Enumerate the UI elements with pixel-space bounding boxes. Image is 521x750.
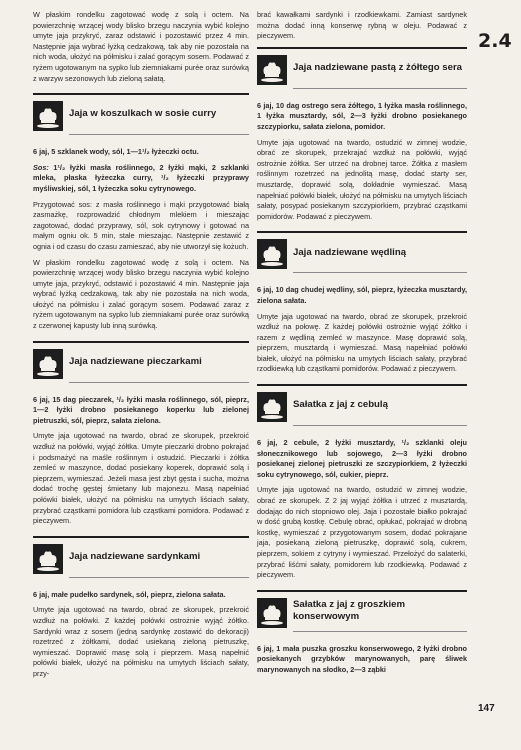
page-number: 147 <box>478 703 495 714</box>
ingredients: 6 jaj, 1 mała puszka groszku konserwowego, 2 łyżki drobno posiekanych grzybków marynowanych, parę śliwek marynowanych na słodko, 2—3 ząbki <box>257 643 467 674</box>
instructions: Umyte jaja ugotować na twardo, obrać ze skorupek, przekroić wzdłuż na połowę. Z każdej połówki ostrożnie wyjąć żółtko i razem z wędliną zemleć w maszynce. Masę doprawić solą, pieprzem, musztardą i wymieszać. Masą napełniać połówki białek, ułożyć na półmisku na umytych liściach sałaty, przybrać rzodkiewką lub cząstkami pomidorów. Podawać z pieczywem. <box>257 311 467 374</box>
ingredients: 6 jaj, 10 dag ostrego sera żółtego, 1 łyżka masła roślinnego, 1 łyżka musztardy, sól, 2—3 łyżki drobno posiekanego szczypiorku, sałata zielona, pomidor. <box>257 100 467 131</box>
ingredients: 6 jaj, 10 dag chudej wędliny, sól, pieprz, łyżeczka musztardy, zielona sałata. <box>257 285 467 305</box>
chef-hat-icon <box>257 239 287 269</box>
recipe-title: Sałatka z jaj z cebulą <box>293 399 388 411</box>
recipe-header-cheese <box>257 47 467 93</box>
continued-paragraph: brać kawałkami sardynki i rzodkiewkami. Zamiast sardynek można dodać inną konserwę rybną w oleju. Podawać z pieczywem. <box>257 10 467 41</box>
ingredients: 6 jaj, małe pudełko sardynek, sól, pieprz, zielona sałata. <box>33 589 226 599</box>
chef-hat-icon <box>257 55 287 85</box>
recipe-header-cold-cuts <box>257 231 467 277</box>
recipe-title: Jaja nadziewane pastą z żółtego sera <box>293 62 463 74</box>
intro-paragraph: W płaskim rondelku zagotować wodę z solą i octem. Na powierzchnię wrzącej wody blisko brzegu naczynia wybić kolejno umyte jaja przykryć, zaraz odstawić i pozostawić przez 4 min. Następnie jaja wybrać łyżką cedzakową, tak aby nie pozostała na nich woda, ułożyć na półmisku i zalać gorącym sosem. Podawać z ryżem ugotowanym na sypko lub ziemniakami purée oraz surówką z warzyw sezonowych lub zieloną sałatą. <box>33 10 249 83</box>
ingredients: 6 jaj, 5 szklanek wody, sól, 1—1¹/₂ łyżeczki octu. <box>33 147 199 157</box>
chef-hat-icon <box>33 101 63 131</box>
instructions: Umyte jaja ugotować na twardo, ostudzić w zimnej wodzie, obrać ze skorupek. Z 2 jaj wyjąć żółtka i utrzeć z musztardą, dodając do nich stopniowo olej. Jaja i pozostałe białko pokrajać w dość grubą kostkę. Cebulę obrać, opłukać, pokrajać w drobną kostkę, wymieszać z przygotowanym sosem, dodać pokrajane jaja, posiekaną zieloną pietruszkę, doprawić solą, cukrem, pieprzem, sokiem z cytryny i wymieszać. Przełożyć do salaterki, przybrać liśćmi sałaty, pomidorem lub rzodkiewką. Podawać z pieczywem. <box>257 485 467 580</box>
instructions: Umyte jaja ugotować na twardo, obrać ze skorupek, przekroić wzdłuż na połówki, wyjąć żółtka. Umyte pieczarki drobno pokrajać i podsmażyć na maśle roślinnym i ostudzić. Pieczarki i żółtka zemleć w maszynce, dodać posiekany koperek, doprawić solą i pieprzem, wymieszać. Jeżeli masa jest zbyt gęsta i sucha, można dodać trochę gęstej śmietany lub majonezu. Masą napełniać połówki białek, ułożyć na półmisku na umytych liściach sałaty, przybrać cząstkami pomidora lub cząstkami pomidora. Podawać z pieczywem. <box>33 431 249 526</box>
instructions: Umyte jaja ugotować na twardo, ostudzić w zimnej wodzie, obrać ze skorupek, przekrajać wzdłuż na połówki, wyjąć ostrożnie żółtka. Ser utrzeć na drobnej tarce. Żółtka z masłem roślinnym rozetrzeć na jednolitą masę, dodać starty ser, musztardę, doprawić solą, dokładnie wymieszać. Masą napełniać połówki białek, ułożyć na półmisku na umytych liściach sałaty, posypać posiekanym szczypiorkiem, przybrać cząstkami pomidorów. Podawać z pieczywem. <box>257 137 467 221</box>
ingredients: 6 jaj, 2 cebule, 2 łyżki musztardy, ¹/₂ szklanki oleju słonecznikowego lub sojowego, 2—3 łyżki drobno posiekanej zielonej pietruszki ze szczypiorkiem, 2 łyżeczki soku cytrynowego, sól, cukier, pieprz. <box>257 438 467 479</box>
recipe-title: Jaja nadziewane pieczarkami <box>69 355 202 367</box>
chef-hat-icon <box>257 598 287 628</box>
recipe-header-pea-salad <box>257 590 467 636</box>
recipe-title: Jaja nadziewane sardynkami <box>69 551 201 563</box>
sauce-ingredients-text: 1¹/₂ łyżki masła roślinnego, 2 łyżki mąki, 2 szklanki mleka, płaska łyżeczka curry, ¹/₂ łyżeczki przyprawy myśliwskiej, sól, 1 łyżeczka soku cytrynowego. <box>33 162 249 193</box>
instructions: Przygotować sos: z masła roślinnego i mąki przygotować białą zasmażkę, rozprowadzić chłodnym mlekiem i mieszając zagotować, dodać przyprawy, sól, sok cytrynowy i gotować na małym ogniu ok. 5 min, stale mieszając. Następnie zestawić z ognia i od czasu do czasu zamieszać, aby nie utworzył się kożuch. <box>33 199 249 251</box>
chapter-number: 2.4 <box>478 30 512 52</box>
chef-hat-icon <box>33 349 63 379</box>
recipe-title: Jaja w koszulkach w sosie curry <box>69 108 217 120</box>
recipe-header-sardines <box>33 536 249 582</box>
instructions: W płaskim rondelku zagotować wodę z solą i octem. Na powierzchnię wrzącej wody blisko brzegu naczynia wybić kolejno umyte jaja, przykryć, odstawić i pozostawić 4 min. Następnie jaja wybrać łyżką cedzakową, tak aby nie pozostała na nich woda, ułożyć na półmisku i zalać gorącym sosem. Podawać zaraz z ryżem ugotowanym na sypko lub ziemniakami purée oraz surówką z czerwonej kapusty lub inną surówką. <box>33 257 249 331</box>
right-column <box>257 10 467 681</box>
recipe-title: Jaja nadziewane wędliną <box>293 246 407 258</box>
left-column <box>33 10 249 685</box>
chef-hat-icon <box>257 392 287 422</box>
sauce-ingredients <box>33 163 249 195</box>
recipe-header-onion-salad <box>257 384 467 430</box>
recipe-header-mushrooms <box>33 341 249 387</box>
chef-hat-icon <box>33 544 63 574</box>
recipe-title: Sałatka z jaj z groszkiem konserwowym <box>293 599 405 622</box>
instructions: Umyte jaja ugotować na twardo, obrać ze skorupek, przekroić wzdłuż na połówki. Z każdej połówki ostrożnie wyjąć żółtko. Sardynki wraz z sosem (jedną sardynkę zostawić do dekoracji) rozetrzeć z żółtkami, dodać usiekaną zieloną pietruszkę, wymieszać. Doprawić masę solą i pieprzem. Masą napełnić połówki białek, ułożyć na półmisku na umytych liściach sałaty, przy- <box>33 605 249 678</box>
recipe-header-curry <box>33 93 249 139</box>
sauce-label: Sos: <box>33 162 49 172</box>
ingredients: 6 jaj, 15 dag pieczarek, ¹/₂ łyżki masła roślinnego, sól, pieprz, 1—2 łyżki drobno posiekanego koperku lub zielonej pietruszki, sól, pieprz, sałata zielona. <box>33 394 249 425</box>
